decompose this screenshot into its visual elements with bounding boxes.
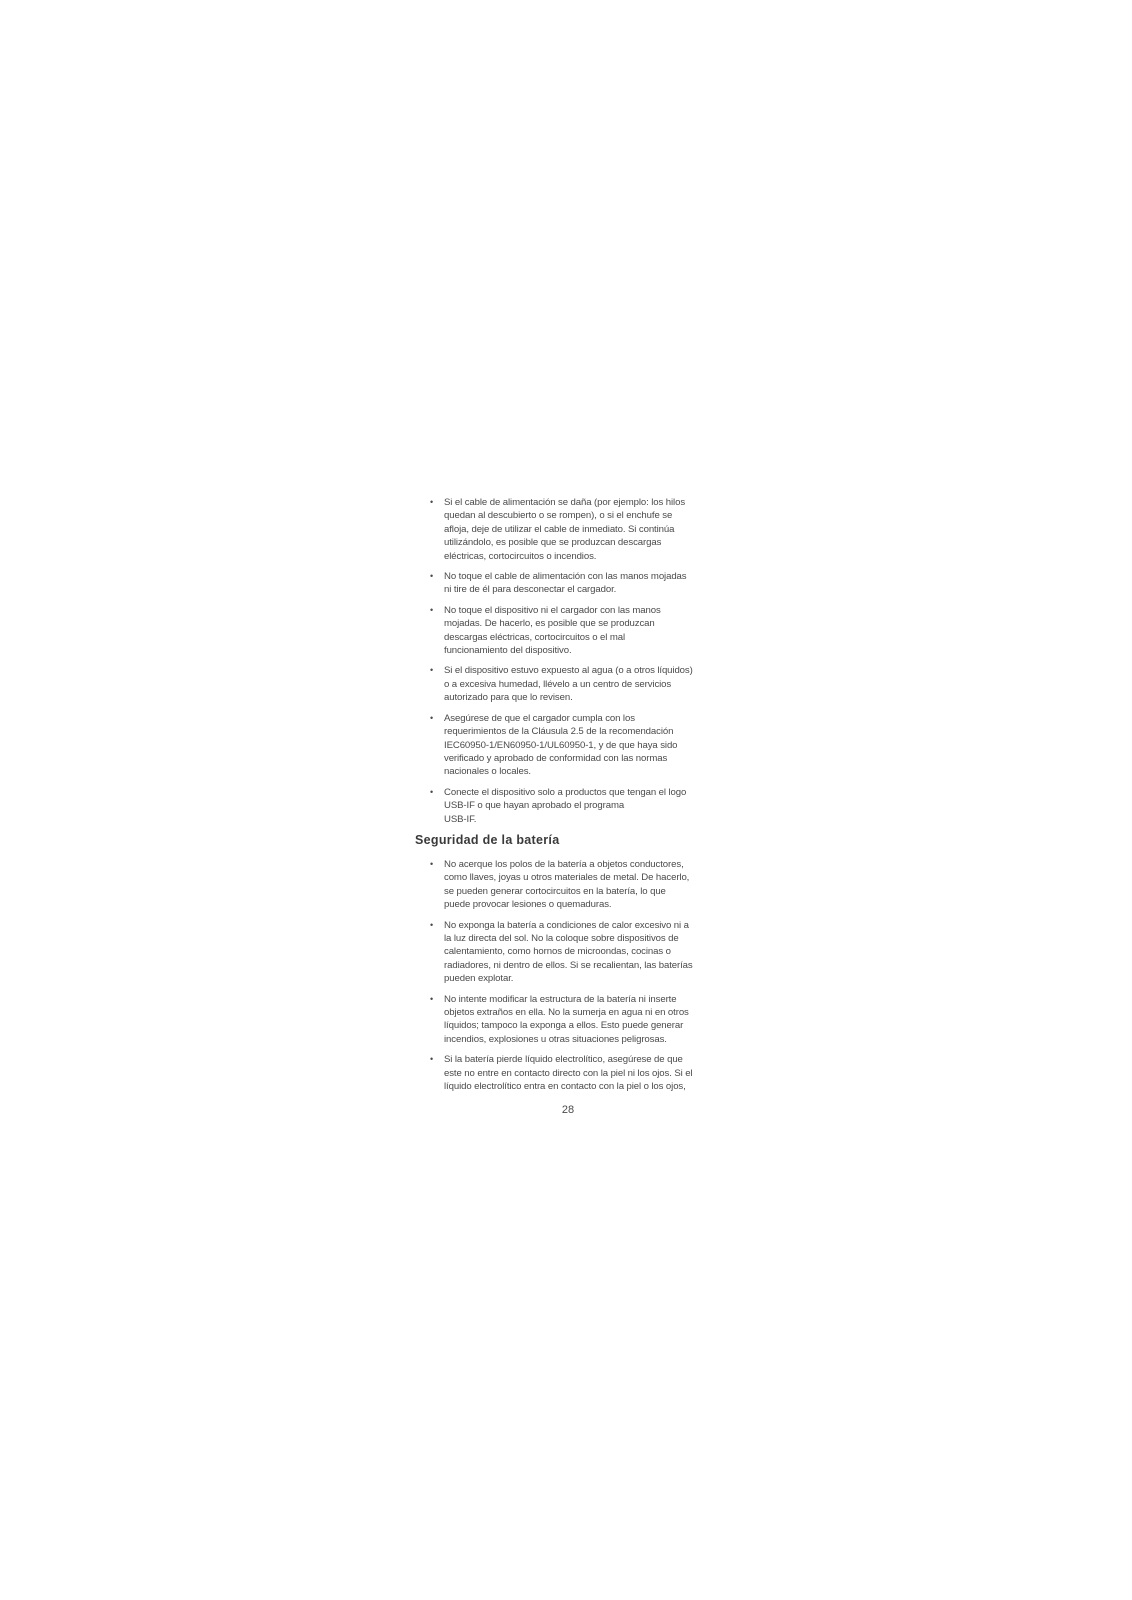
list-item-line: Si el dispositivo estuvo expuesto al agua (o a otros líquidos): [444, 665, 693, 677]
list-item-line: radiadores, ni dentro de ellos. Si se recalientan, las baterías: [444, 959, 693, 971]
list-item: [423, 919, 713, 986]
list-item-line: afloja, deje de utilizar el cable de inmediato. Si continúa: [444, 523, 675, 535]
battery-safety-list: [423, 858, 713, 1094]
list-item-line: IEC60950-1/EN60950-1/UL60950-1, y de que haya sido: [444, 739, 678, 751]
list-item-line: como llaves, joyas u otros materiales de metal. De hacerlo,: [444, 872, 690, 884]
page-number: 28: [561, 1104, 575, 1116]
list-item-line: USB-IF.: [444, 813, 477, 825]
list-item: [423, 786, 713, 826]
bullet-icon: •: [430, 571, 434, 582]
list-item-line: autorizado para que lo revisen.: [444, 692, 573, 704]
list-item-line: Si la batería pierde líquido electrolítico, asegúrese de que: [444, 1054, 683, 1066]
list-item-line: mojadas. De hacerlo, es posible que se produzcan: [444, 618, 655, 630]
list-item: [423, 712, 713, 779]
list-item-line: ni tire de él para desconectar el cargador.: [444, 584, 617, 596]
list-item-line: Asegúrese de que el cargador cumpla con los: [444, 712, 635, 724]
list-item: [423, 993, 713, 1047]
bullet-icon: •: [430, 497, 434, 507]
bullet-icon: •: [430, 858, 434, 869]
list-item-line: Conecte el dispositivo solo a productos que tengan el logo: [444, 786, 687, 798]
list-item-line: No toque el dispositivo ni el cargador con las manos: [444, 604, 661, 616]
list-item-line: No toque el cable de alimentación con las manos mojadas: [444, 571, 687, 583]
list-item-line: No exponga la batería a condiciones de calor excesivo ni a: [444, 919, 689, 931]
list-item-line: objetos extraños en ella. No la sumerja en agua ni en otros: [444, 1007, 689, 1018]
list-item-line: puede provocar lesiones o quemaduras.: [444, 899, 612, 911]
list-item: [423, 496, 713, 563]
bullet-icon: •: [430, 712, 434, 723]
list-item-line: requerimientos de la Cláusula 2.5 de la recomendación: [444, 726, 674, 738]
list-item: [423, 604, 713, 658]
list-item-line: pueden explotar.: [444, 973, 514, 985]
bullet-icon: •: [430, 919, 434, 930]
list-item-line: utilizándolo, es posible que se produzcan descargas: [444, 537, 662, 549]
list-item-line: líquidos; tampoco la exponga a ellos. Esto puede generar: [444, 1020, 684, 1032]
list-item: [423, 1053, 713, 1093]
bullet-icon: •: [430, 993, 434, 1004]
bullet-icon: •: [430, 1054, 434, 1065]
bullet-icon: •: [430, 786, 434, 797]
list-item-line: incendios, explosiones u otras situaciones peligrosas.: [444, 1033, 667, 1045]
list-item-line: este no entre en contacto directo con la piel ni los ojos. Si el: [444, 1067, 693, 1079]
list-item-line: líquido electrolítico entra en contacto con la piel o los ojos,: [444, 1081, 686, 1093]
bullet-icon: •: [430, 604, 434, 615]
list-item-line: eléctricas, cortocircuitos o incendios.: [444, 550, 597, 562]
section-title: Seguridad de la batería: [415, 832, 560, 847]
list-item-line: No intente modificar la estructura de la batería ni inserte: [444, 993, 677, 1005]
list-item-line: descargas eléctricas, cortocircuitos o el mal: [444, 631, 626, 643]
list-item-line: se pueden generar cortocircuitos en la batería, lo que: [444, 885, 666, 897]
list-item: [423, 858, 713, 912]
bullet-icon: •: [430, 665, 434, 676]
list-item-line: o a excesiva humedad, llévelo a un centro de servicios: [444, 678, 672, 690]
list-item-line: calentamiento, como hornos de microondas, cocinas o: [444, 946, 671, 958]
list-item-line: quedan al descubierto o se rompen), o si el enchufe se: [444, 510, 673, 522]
page-content: [415, 496, 713, 1100]
list-item: [423, 664, 713, 704]
list-item-line: USB-IF o que hayan aprobado el programa: [444, 800, 625, 812]
list-item-line: funcionamiento del dispositivo.: [444, 645, 572, 657]
list-item-line: nacionales o locales.: [444, 766, 531, 778]
charger-safety-list: [423, 496, 713, 826]
list-item-line: la luz directa del sol. No la coloque sobre dispositivos de: [444, 932, 679, 944]
list-item-line: verificado y aprobado de conformidad con las normas: [444, 752, 668, 764]
list-item: [423, 570, 713, 597]
list-item-line: No acerque los polos de la batería a objetos conductores,: [444, 858, 684, 870]
list-item-line: Si el cable de alimentación se daña (por ejemplo: los hilos: [444, 497, 686, 508]
